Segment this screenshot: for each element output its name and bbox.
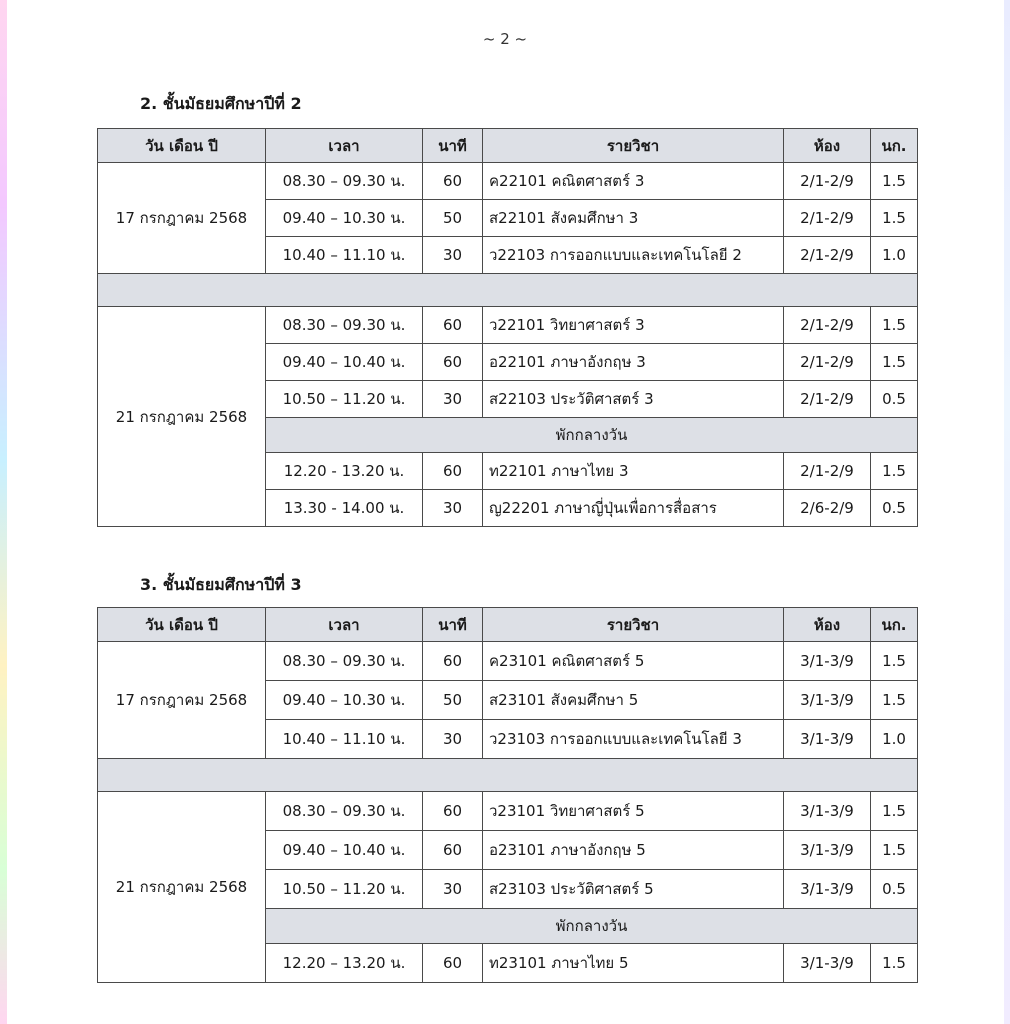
exam-date: 21 กรกฎาคม 2568 <box>98 307 266 527</box>
exam-date: 17 กรกฎาคม 2568 <box>98 642 266 759</box>
exam-schedule-table-grade-2 <box>97 128 918 527</box>
exam-minutes: 50 <box>423 681 483 720</box>
exam-time: 08.30 – 09.30 น. <box>266 163 423 200</box>
exam-room: 3/1-3/9 <box>784 792 871 831</box>
exam-date: 21 กรกฎาคม 2568 <box>98 792 266 983</box>
exam-credit: 1.5 <box>871 453 918 490</box>
exam-room: 2/1-2/9 <box>784 163 871 200</box>
header-credit: นก. <box>871 129 918 163</box>
exam-credit: 1.0 <box>871 237 918 274</box>
section-title-grade-3: 3. ชั้นมัธยมศึกษาปีที่ 3 <box>140 575 302 594</box>
right-edge-decoration <box>1004 0 1010 1024</box>
table-header-row <box>98 129 918 163</box>
exam-room: 2/1-2/9 <box>784 307 871 344</box>
exam-room: 3/1-3/9 <box>784 720 871 759</box>
table-row <box>98 792 918 831</box>
section-title-grade-2: 2. ชั้นมัธยมศึกษาปีที่ 2 <box>140 94 302 113</box>
exam-room: 2/1-2/9 <box>784 200 871 237</box>
exam-room: 2/1-2/9 <box>784 344 871 381</box>
exam-time: 09.40 – 10.40 น. <box>266 344 423 381</box>
exam-minutes: 60 <box>423 642 483 681</box>
header-minutes: นาที <box>423 129 483 163</box>
header-room: ห้อง <box>784 129 871 163</box>
exam-time: 10.40 – 11.10 น. <box>266 720 423 759</box>
exam-time: 10.40 – 11.10 น. <box>266 237 423 274</box>
exam-time: 12.20 – 13.20 น. <box>266 944 423 983</box>
exam-minutes: 30 <box>423 381 483 418</box>
exam-minutes: 30 <box>423 870 483 909</box>
day-separator-row <box>98 759 918 792</box>
table-row <box>98 163 918 200</box>
header-date: วัน เดือน ปี <box>98 608 266 642</box>
exam-time: 08.30 – 09.30 น. <box>266 642 423 681</box>
exam-subject: ว22103 การออกแบบและเทคโนโลยี 2 <box>483 237 784 274</box>
table-row <box>98 307 918 344</box>
header-room: ห้อง <box>784 608 871 642</box>
exam-subject: ว23101 วิทยาศาสตร์ 5 <box>483 792 784 831</box>
exam-time: 10.50 – 11.20 น. <box>266 381 423 418</box>
exam-subject: อ22101 ภาษาอังกฤษ 3 <box>483 344 784 381</box>
page-number: ~ 2 ~ <box>482 30 528 48</box>
exam-subject: ค23101 คณิตศาสตร์ 5 <box>483 642 784 681</box>
header-time: เวลา <box>266 608 423 642</box>
exam-credit: 0.5 <box>871 490 918 527</box>
exam-room: 3/1-3/9 <box>784 870 871 909</box>
exam-time: 09.40 – 10.40 น. <box>266 831 423 870</box>
exam-subject: ญ22201 ภาษาญี่ปุ่นเพื่อการสื่อสาร <box>483 490 784 527</box>
exam-credit: 1.5 <box>871 307 918 344</box>
exam-minutes: 60 <box>423 453 483 490</box>
exam-credit: 1.5 <box>871 681 918 720</box>
header-time: เวลา <box>266 129 423 163</box>
exam-time: 09.40 – 10.30 น. <box>266 681 423 720</box>
exam-minutes: 60 <box>423 944 483 983</box>
exam-minutes: 60 <box>423 163 483 200</box>
exam-subject: ว22101 วิทยาศาสตร์ 3 <box>483 307 784 344</box>
exam-time: 08.30 – 09.30 น. <box>266 792 423 831</box>
exam-room: 2/1-2/9 <box>784 381 871 418</box>
exam-minutes: 60 <box>423 792 483 831</box>
exam-credit: 1.5 <box>871 344 918 381</box>
exam-subject: ส23103 ประวัติศาสตร์ 5 <box>483 870 784 909</box>
header-subject: รายวิชา <box>483 129 784 163</box>
exam-subject: ค22101 คณิตศาสตร์ 3 <box>483 163 784 200</box>
lunch-break-label: พักกลางวัน <box>266 418 918 453</box>
exam-schedule-table-grade-3 <box>97 607 918 983</box>
header-credit: นก. <box>871 608 918 642</box>
exam-credit: 1.5 <box>871 200 918 237</box>
exam-time: 09.40 – 10.30 น. <box>266 200 423 237</box>
exam-minutes: 60 <box>423 831 483 870</box>
table-header-row <box>98 608 918 642</box>
exam-minutes: 50 <box>423 200 483 237</box>
exam-time: 12.20 - 13.20 น. <box>266 453 423 490</box>
exam-credit: 1.5 <box>871 944 918 983</box>
day-separator-row <box>98 274 918 307</box>
exam-credit: 1.0 <box>871 720 918 759</box>
exam-credit: 0.5 <box>871 870 918 909</box>
exam-room: 3/1-3/9 <box>784 681 871 720</box>
table-row <box>98 642 918 681</box>
exam-credit: 1.5 <box>871 831 918 870</box>
header-date: วัน เดือน ปี <box>98 129 266 163</box>
exam-subject: ท23101 ภาษาไทย 5 <box>483 944 784 983</box>
exam-minutes: 60 <box>423 344 483 381</box>
exam-room: 2/6-2/9 <box>784 490 871 527</box>
exam-credit: 1.5 <box>871 792 918 831</box>
exam-credit: 1.5 <box>871 163 918 200</box>
exam-subject: ส23101 สังคมศึกษา 5 <box>483 681 784 720</box>
exam-minutes: 30 <box>423 490 483 527</box>
exam-subject: ส22103 ประวัติศาสตร์ 3 <box>483 381 784 418</box>
exam-subject: ว23103 การออกแบบและเทคโนโลยี 3 <box>483 720 784 759</box>
exam-room: 3/1-3/9 <box>784 944 871 983</box>
exam-date: 17 กรกฎาคม 2568 <box>98 163 266 274</box>
exam-credit: 0.5 <box>871 381 918 418</box>
exam-minutes: 60 <box>423 307 483 344</box>
exam-room: 2/1-2/9 <box>784 237 871 274</box>
exam-time: 08.30 – 09.30 น. <box>266 307 423 344</box>
left-edge-decoration <box>0 0 7 1024</box>
header-minutes: นาที <box>423 608 483 642</box>
lunch-break-label: พักกลางวัน <box>266 909 918 944</box>
exam-credit: 1.5 <box>871 642 918 681</box>
exam-subject: ส22101 สังคมศึกษา 3 <box>483 200 784 237</box>
exam-subject: อ23101 ภาษาอังกฤษ 5 <box>483 831 784 870</box>
exam-time: 10.50 – 11.20 น. <box>266 870 423 909</box>
exam-subject: ท22101 ภาษาไทย 3 <box>483 453 784 490</box>
exam-room: 3/1-3/9 <box>784 831 871 870</box>
exam-room: 3/1-3/9 <box>784 642 871 681</box>
exam-time: 13.30 - 14.00 น. <box>266 490 423 527</box>
header-subject: รายวิชา <box>483 608 784 642</box>
exam-minutes: 30 <box>423 720 483 759</box>
exam-room: 2/1-2/9 <box>784 453 871 490</box>
exam-minutes: 30 <box>423 237 483 274</box>
